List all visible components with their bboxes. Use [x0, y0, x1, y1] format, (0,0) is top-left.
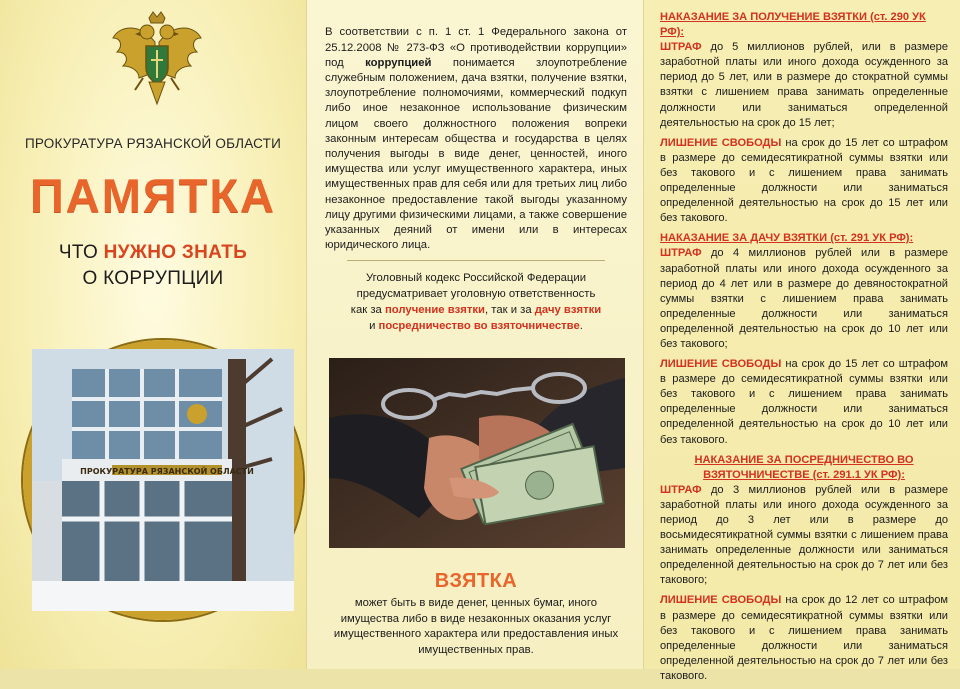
- organization-name: ПРОКУРАТУРА РЯЗАНСКОЙ ОБЛАСТИ: [25, 136, 281, 151]
- subtitle-line-1: [0, 242, 306, 264]
- prison-label: ЛИШЕНИЕ СВОБОДЫ: [660, 136, 782, 149]
- prison-paragraph: [660, 357, 948, 448]
- section-heading: НАКАЗАНИЕ ЗА ПОЛУЧЕНИЕ ВЗЯТКИ (ст. 290 УК РФ):: [660, 11, 926, 39]
- code-line-1: Уголовный кодекс Российской Федерации: [365, 272, 587, 284]
- brochure-title: ПАМЯТКА: [30, 169, 276, 222]
- penalties-list: [660, 10, 948, 689]
- fine-paragraph: [660, 483, 948, 589]
- criminal-code-note: [321, 270, 631, 334]
- code-mediation: посредничество во взяточничестве: [378, 320, 580, 332]
- penalty-section-receiving: [660, 10, 948, 226]
- prison-paragraph: [660, 136, 948, 227]
- definition-intro: В соответствии с п. 1 ст. 1 Федерального закона от 25.12.2008 № 273-ФЗ «О противодействии коррупции» под: [325, 26, 627, 69]
- bribe-description: может быть в виде денег, ценных бумаг, иного имущества либо в виде незаконных оказания услуг имущественного характера или предоставления иных имущественных прав.: [333, 597, 619, 656]
- subtitle-line-2: О КОРРУПЦИИ: [82, 268, 224, 289]
- code-end: .: [579, 320, 583, 332]
- definition-panel: [306, 0, 644, 669]
- building-sign: ПРОКУРАТУРА РЯЗАНСКОЙ ОБЛАСТИ: [80, 467, 254, 476]
- prison-text: на срок до 12 лет со штрафом в размере до семидесятикратной суммы взятки или без такового и с лишением права занимать определенные должности или заниматься определенной деятельностью на срок до 7 лет или без такового.: [660, 594, 948, 682]
- code-and: и: [369, 320, 379, 332]
- subtitle-pre: ЧТО: [58, 242, 104, 263]
- code-pre: как за: [350, 304, 385, 316]
- fine-paragraph: [660, 246, 948, 352]
- code-line-2: предусматривает уголовную ответственность: [356, 288, 596, 300]
- code-giving: дачу взятки: [534, 304, 602, 316]
- handcuffs-money-illustration: [329, 358, 625, 548]
- prison-label: ЛИШЕНИЕ СВОБОДЫ: [660, 358, 782, 371]
- building-illustration: [32, 349, 294, 611]
- fine-label: ШТРАФ: [660, 41, 702, 54]
- prison-label: ЛИШЕНИЕ СВОБОДЫ: [660, 594, 782, 607]
- section-heading: НАКАЗАНИЕ ЗА ДАЧУ ВЗЯТКИ (ст. 291 УК РФ):: [660, 232, 914, 245]
- fine-label: ШТРАФ: [660, 247, 702, 260]
- penalty-section-mediation: [660, 453, 948, 684]
- fine-paragraph: [660, 40, 948, 131]
- double-headed-eagle-emblem: [109, 12, 205, 112]
- prison-paragraph: [660, 593, 948, 684]
- prison-text: на срок до 15 лет со штрафом в размере до семидесятикратной суммы взятки или без такового и с лишением права занимать определенные должности или заниматься определенной деятельностью на срок до 10 лет или без такового.: [660, 358, 948, 446]
- handcuffed-hands-photo: [329, 358, 625, 548]
- subtitle-accent: НУЖНО ЗНАТЬ: [103, 242, 248, 263]
- building-photo: [23, 340, 303, 620]
- cover-panel: [0, 0, 306, 669]
- prison-text: на срок до 15 лет со штрафом в размере до семидесятикратной суммы взятки или без такового и с лишением права занимать определенные должности или заниматься определенной деятельностью на срок до 15 лет или без такового.: [660, 136, 948, 225]
- fine-text: до 5 миллионов рублей, или в размере заработной платы или иного дохода осужденного за период до 5 лет, или в размере до стократной суммы взятки с лишением права занимать определенные должности или заниматься определенной деятельностью на срок до 15 лет;: [660, 41, 948, 129]
- code-receiving: получение взятки: [384, 304, 486, 316]
- code-line-4: [321, 318, 631, 334]
- penalties-panel: [644, 0, 960, 682]
- corruption-definition: [325, 25, 627, 253]
- fine-text: до 4 миллионов рублей или в размере заработной платы или иного дохода осужденного за период до 4 лет или в размере до девяностократной суммы взятки с лишением права занимать определенные должности или заниматься определенной деятельностью на срок до 10 лет или без такового;: [660, 247, 948, 350]
- definition-body: понимается злоупотребление служебным положением, дача взятки, получение взятки, злоупотребление полномочиями, коммерческий подкуп либо иное незаконное использование физическим лицом своего должностного положения вопреки законным интересам общества и государства в целях получения выгоды в виде денег, ценностей, иного имущества или услуг имущественного характера, иных имущественных прав для себя или для третьих лиц либо незаконное предоставление такой выгоды указанному лицу другими физическими лицами, а также совершение указанных деяний от имени или в интересах юридического лица.: [325, 56, 627, 252]
- divider: [347, 260, 605, 261]
- fine-label: ШТРАФ: [660, 483, 702, 496]
- section-heading: НАКАЗАНИЕ ЗА ПОСРЕДНИЧЕСТВО ВО ВЗЯТОЧНИЧЕСТВЕ (ст. 291.1 УК РФ):: [694, 453, 914, 481]
- definition-keyword: коррупцией: [365, 56, 432, 69]
- penalty-section-giving: [660, 231, 948, 447]
- bribe-title: ВЗЯТКА: [434, 570, 518, 592]
- code-mid: , так и за: [485, 304, 535, 316]
- code-line-3: [321, 302, 631, 318]
- fine-text: до 3 миллионов рублей или в размере заработной платы или иного дохода осужденного за период до 3 лет или в размере до восьмидесятикратной суммы взятки с лишением права занимать определенные должности или заниматься определенной деятельностью на срок до 7 лет или без такового;: [660, 483, 948, 587]
